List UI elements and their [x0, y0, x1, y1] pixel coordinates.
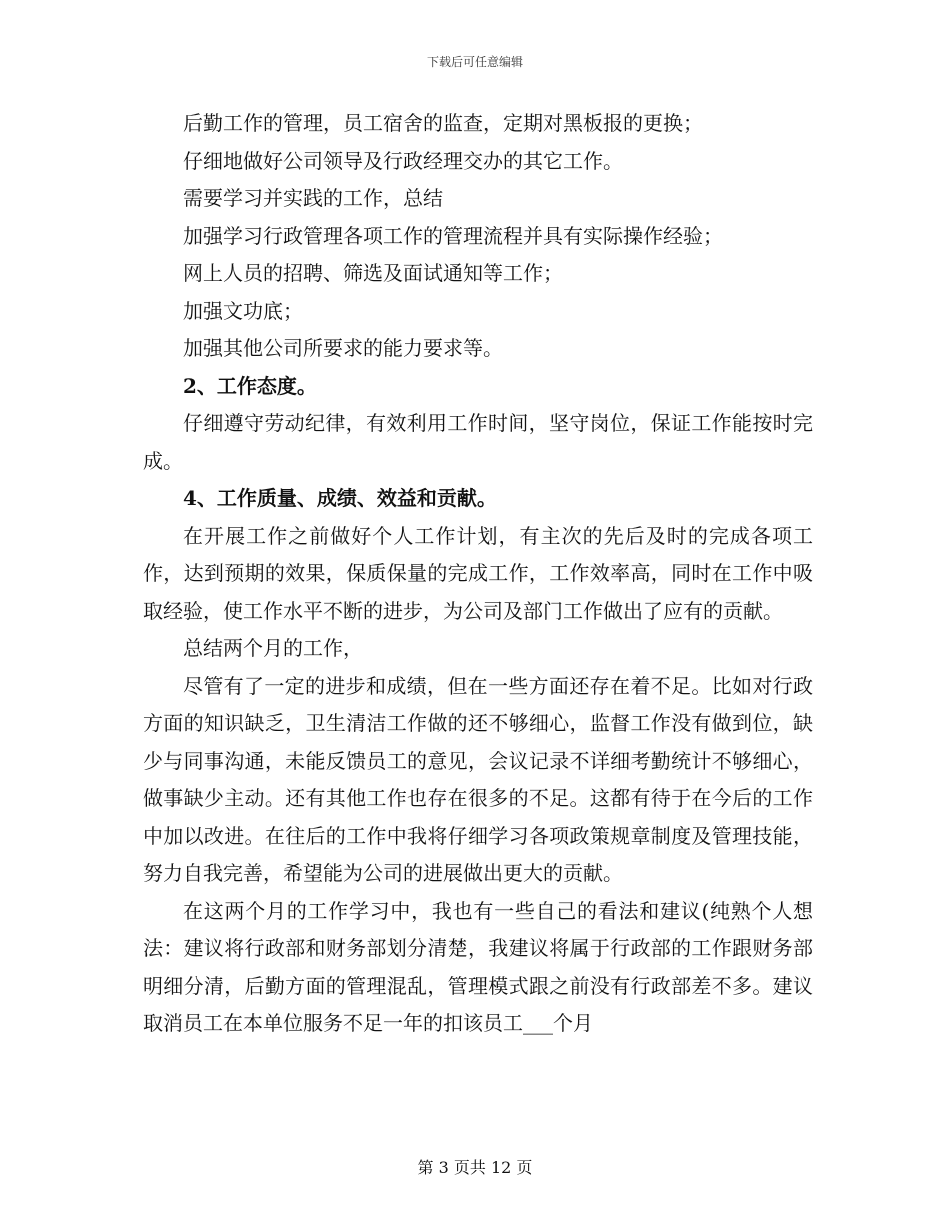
- paragraph: 加强学习行政管理各项工作的管理流程并具有实际操作经验；: [183, 223, 723, 248]
- paragraph: 加强文功底；: [183, 298, 303, 323]
- page-header: 下载后可任意编辑: [426, 55, 523, 69]
- paragraph: 在这两个月的工作学习中，我也有一些自己的看法和建议(纯熟个人想法：建议将行政部和财务部划分清楚，我建议将属于行政部的工作跟财务部明细分清，后勤方面的管理混乱，管理模式跟之前没有行政部差不多。建议取消员工在本单位服务不足一年的扣该员工___个月: [143, 898, 813, 1035]
- section-heading: 2、工作态度。: [183, 373, 317, 398]
- paragraph: 网上人员的招聘、筛选及面试通知等工作；: [183, 261, 563, 285]
- paragraph: 在开展工作之前做好个人工作计划，有主次的先后及时的完成各项工作，达到预期的效果，保质保量的完成工作，工作效率高，同时在工作中吸取经验，使工作水平不断的进步，为公司及部门工作做出了应有的贡献。: [143, 523, 813, 623]
- paragraph: 仔细遵守劳动纪律，有效利用工作时间，坚守岗位，保证工作能按时完成。: [143, 411, 813, 473]
- paragraph: 仔细地做好公司领导及行政经理交办的其它工作。: [183, 148, 623, 173]
- document-body: [143, 105, 813, 1043]
- paragraph: 总结两个月的工作，: [183, 636, 363, 660]
- paragraph: 需要学习并实践的工作，总结: [183, 186, 443, 210]
- page-footer: 第 3 页共 12 页: [417, 1158, 533, 1177]
- section-heading: 4、工作质量、成绩、效益和贡献。: [183, 486, 497, 510]
- paragraph: 尽管有了一定的进步和成绩，但在一些方面还存在着不足。比如对行政方面的知识缺乏，卫生清洁工作做的还不够细心，监督工作没有做到位，缺少与同事沟通，未能反馈员工的意见，会议记录不详细考勤统计不够细心，做事缺少主动。还有其他工作也存在很多的不足。这都有待于在今后的工作中加以改进。在往后的工作中我将仔细学习各项政策规章制度及管理技能，努力自我完善，希望能为公司的进展做出更大的贡献。: [143, 673, 813, 885]
- paragraph: 后勤工作的管理，员工宿舍的监查，定期对黑板报的更换；: [183, 111, 703, 135]
- paragraph: 加强其他公司所要求的能力要求等。: [183, 336, 503, 360]
